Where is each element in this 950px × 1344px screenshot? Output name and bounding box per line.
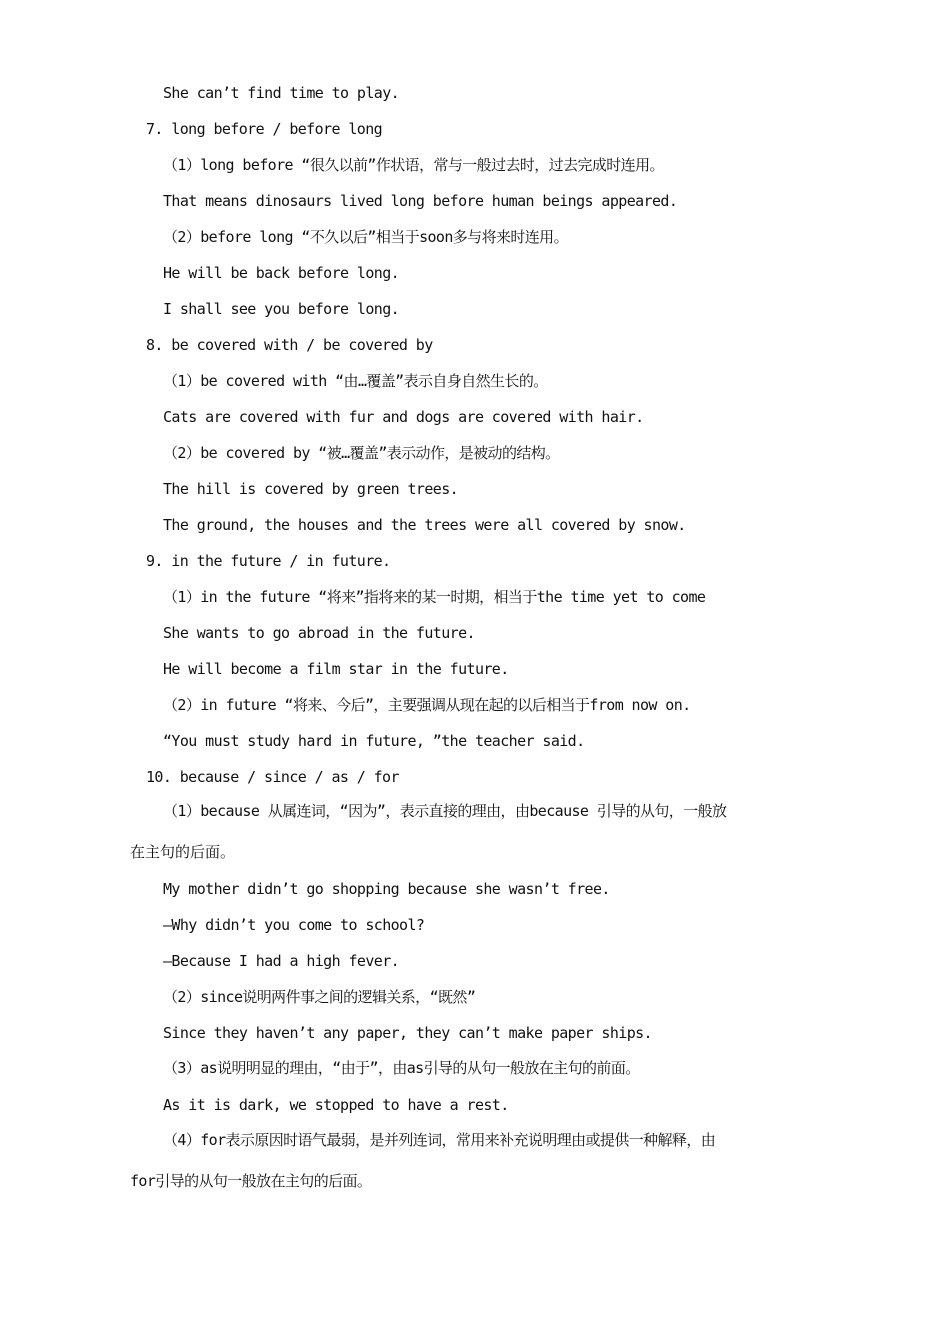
usage-note: （1）because 从属连词，“因为”，表示直接的理由，由because 引导的从句，一般放 [163, 802, 727, 820]
dialogue-line: —Because I had a high fever. [163, 952, 400, 970]
usage-note: （2）in future “将来、今后”，主要强调从现在起的以后相当于from now on. [163, 696, 691, 714]
example-sentence: As it is dark, we stopped to have a rest. [163, 1096, 509, 1114]
usage-note: （1）in the future “将来”指将来的某一时期，相当于the time yet to come [163, 588, 706, 606]
example-sentence: She can’t find time to play. [163, 84, 400, 102]
example-sentence: That means dinosaurs lived long before human beings appeared. [163, 192, 678, 210]
example-sentence: The ground, the houses and the trees were all covered by snow. [163, 516, 686, 534]
example-sentence: My mother didn’t go shopping because she wasn’t free. [163, 880, 610, 898]
usage-note: （1）be covered with “由…覆盖”表示自身自然生长的。 [163, 372, 548, 390]
usage-note-continued: for引导的从句一般放在主句的后面。 [130, 1172, 372, 1190]
example-sentence: The hill is covered by green trees. [163, 480, 459, 498]
usage-note: （3）as说明明显的理由，“由于”，由as引导的从句一般放在主句的前面。 [163, 1059, 640, 1077]
example-sentence: I shall see you before long. [163, 300, 400, 318]
usage-note: （4）for表示原因时语气最弱，是并列连词，常用来补充说明理由或提供一种解释，由 [163, 1131, 716, 1149]
usage-note: （2）since说明两件事之间的逻辑关系，“既然” [163, 988, 476, 1006]
item-heading: 7. long before / before long [146, 120, 383, 138]
item-heading: 8. be covered with / be covered by [146, 336, 433, 354]
usage-note: （2）be covered by “被…覆盖”表示动作，是被动的结构。 [163, 444, 560, 462]
dialogue-line: —Why didn’t you come to school? [163, 916, 425, 934]
example-sentence: “You must study hard in future, ”the teacher said. [163, 732, 585, 750]
usage-note-continued: 在主句的后面。 [130, 843, 236, 861]
item-heading: 10. because / since / as / for [146, 768, 399, 786]
example-sentence: Since they haven’t any paper, they can’t make paper ships. [163, 1024, 652, 1042]
example-sentence: Cats are covered with fur and dogs are covered with hair. [163, 408, 644, 426]
item-heading: 9. in the future / in future. [146, 552, 391, 570]
example-sentence: She wants to go abroad in the future. [163, 624, 475, 642]
example-sentence: He will become a film star in the future. [163, 660, 509, 678]
example-sentence: He will be back before long. [163, 264, 400, 282]
usage-note: （2）before long “不久以后”相当于soon多与将来时连用。 [163, 228, 568, 246]
usage-note: （1）long before “很久以前”作状语，常与一般过去时，过去完成时连用。 [163, 156, 664, 174]
